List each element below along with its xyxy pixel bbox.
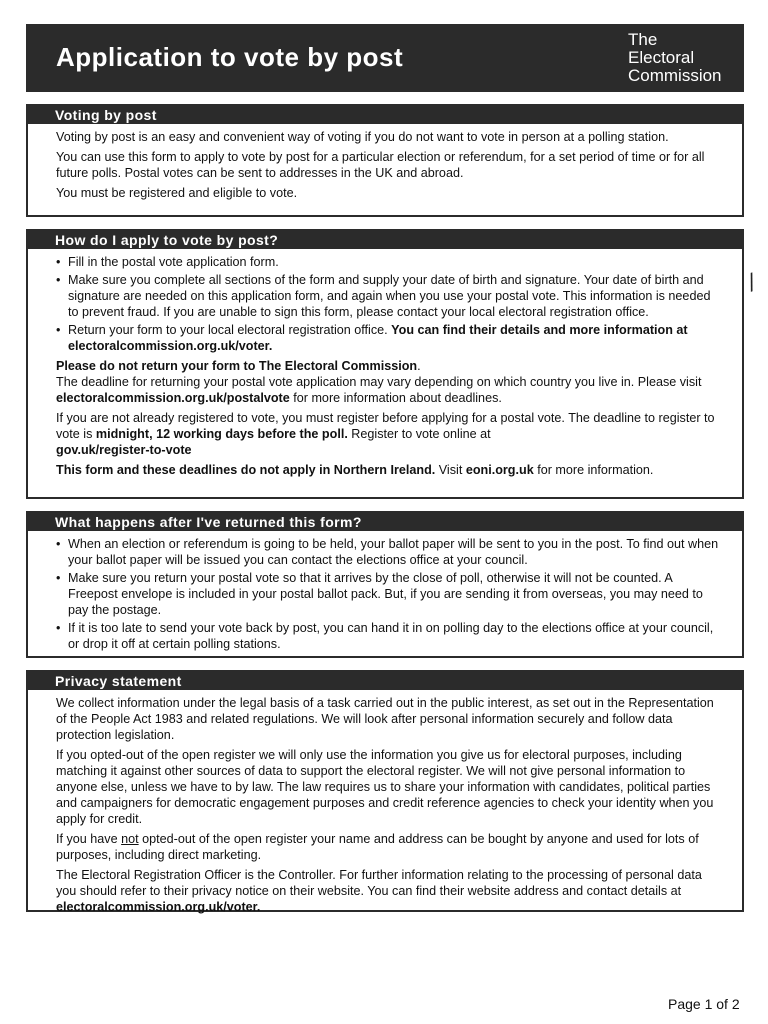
section-body (28, 690, 742, 915)
bullet-icon: • (56, 255, 61, 269)
list-item: • Fill in the postal vote application form. (56, 255, 279, 269)
list-item: • Make sure you complete all sections of the form and supply your date of birth and signature. Your date of birth and signature are needed on this application form, and again when you use your postal vote. This information is needed to prevent fraud. If you are unable to sign this form, please contact your local electoral registration office. (56, 273, 711, 319)
deadline-link: electoralcommission.org.uk/postalvote (56, 391, 290, 405)
paragraph: You must be registered and eligible to vote. (56, 186, 298, 200)
page-header (26, 24, 744, 92)
paragraph: If you opted-out of the open register we will only use the information you give us for electoral purposes, including matching it against other sources of data to support the electoral register. We will not give personal information to anyone else, unless we have to by law. The law requires us to share your information with candidates, political parties and campaigners for democratic engagement purposes and credit reference agencies to check your identity when you apply for credit. (56, 748, 714, 826)
section-body (28, 124, 742, 201)
section-voting-by-post (26, 104, 744, 217)
bullet-list (56, 536, 722, 652)
paragraph: You can use this form to apply to vote by post for a particular election or referendum, for a set period of time or for all future polls. Postal votes can be sent to addresses in the UK and abroad. (56, 150, 705, 180)
page-number: Page 1 of 2 (668, 996, 740, 1012)
section-body (28, 249, 742, 478)
northern-ireland-paragraph: This form and these deadlines do not apply in Northern Ireland. Visit eoni.org.uk for more information. (56, 463, 654, 477)
section-heading: What happens after I've returned this form? (28, 513, 742, 531)
bullet-icon: • (56, 323, 61, 337)
paragraph: The Electoral Registration Officer is the Controller. For further information relating to the processing of personal data you should refer to their privacy notice on their website. You can find their website address and contact details at electoralcommission.org.uk/voter. (56, 868, 702, 914)
register-link: gov.uk/register-to-vote (56, 443, 192, 457)
list-item: • When an election or referendum is going to be held, your ballot paper will be sent to you in the post. To find out when your ballot paper will be issued you can contact the elections office at your council. (56, 537, 719, 567)
section-heading: Privacy statement (28, 672, 742, 690)
bullet-icon: • (56, 537, 61, 551)
list-item: • Return your form to your local electoral registration office. You can find their details and more information at electoralcommission.org.uk/voter. (56, 323, 688, 353)
paragraph: Voting by post is an easy and convenient way of voting if you do not want to vote in person at a polling station. (56, 130, 669, 144)
page-title: Application to vote by post (56, 42, 404, 72)
list-item: • If it is too late to send your vote back by post, you can hand it in on polling day to the elections office at your council, or drop it off at certain polling stations. (56, 621, 714, 651)
section-heading: How do I apply to vote by post? (28, 231, 742, 249)
register-paragraph: If you are not already registered to vote, you must register before applying for a postal vote. The deadline to register to vote is midnight, 12 working days before the poll. Register to vote online at gov.uk/register-to-vote (56, 411, 715, 457)
bullet-icon: • (56, 571, 61, 585)
list-item: • Make sure you return your postal vote so that it arrives by the close of poll, otherwise it will not be counted. A Freepost envelope is included in your postal ballot pack. But, if you are sending it from overseas, you may need to pay the postage. (56, 571, 703, 617)
bullet-list (56, 254, 722, 354)
section-heading: Voting by post (28, 106, 742, 124)
handwritten-mark: / (744, 269, 760, 296)
notice-paragraph: Please do not return your form to The Electoral Commission. The deadline for returning your postal vote application may vary depending on which country you live in. Please visit electoralcommission.org.uk/postalvote for more information about deadlines. (56, 359, 702, 405)
section-privacy-statement (26, 670, 744, 912)
section-how-to-apply (26, 229, 744, 499)
bullet-icon: • (56, 621, 61, 635)
eoni-link: eoni.org.uk (465, 463, 534, 477)
section-after-return (26, 511, 744, 658)
paragraph: If you have not opted-out of the open register your name and address can be bought by anyone and used for lots of purposes, including direct marketing. (56, 832, 699, 862)
logo-line: Electoral (628, 48, 695, 67)
section-body (28, 531, 742, 652)
voter-link: electoralcommission.org.uk/voter. (56, 900, 261, 914)
logo-line: The (628, 30, 658, 49)
paragraph: We collect information under the legal basis of a task carried out in the public interest, as set out in the Representation of the People Act 1983 and related regulations. We will look after personal information securely and follow data protection legislation. (56, 696, 714, 742)
electoral-commission-logo (628, 31, 722, 85)
logo-line: Commission (628, 66, 722, 85)
bullet-icon: • (56, 273, 61, 287)
